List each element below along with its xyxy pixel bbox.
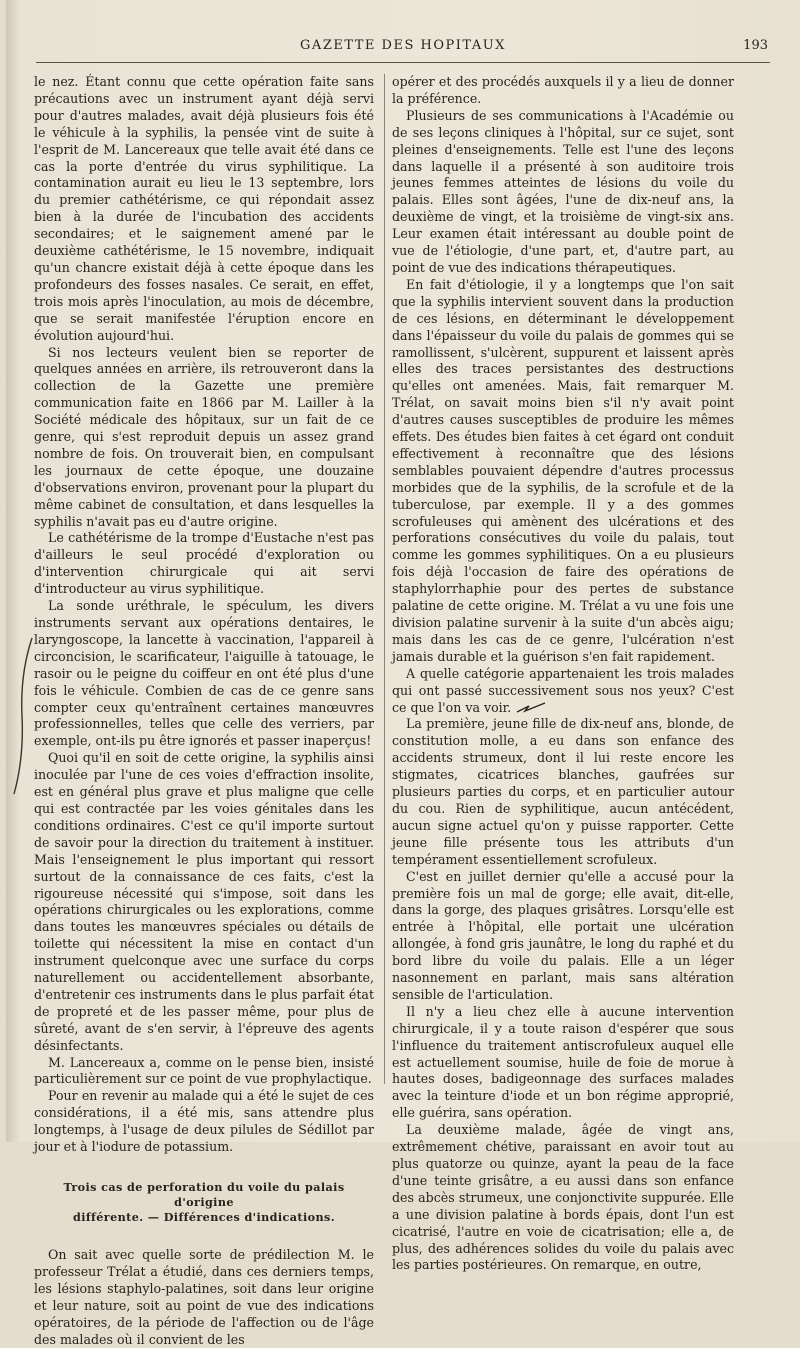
paragraph: C'est en juillet dernier qu'elle a accusé pour la première fois un mal de gorge; elle avait, dit-elle, dans la gorge, des plaques grisâtres. Lorsqu'elle est entrée à l'hôpital, elle portait une ulcération allongée, à fond gris jaunâtre, le long du raphé et du bord libre du voile du palais. Elle a un léger nasonnement en parlant, mais sans altération sensible de l'articulation.	[392, 868, 734, 1002]
paragraph: opérer et des procédés auxquels il y a lieu de donner la préférence.	[392, 74, 734, 106]
paragraph: Quoi qu'il en soit de cette origine, la syphilis ainsi inoculée par l'une de ces voies d'effraction insolite, est en général plus grave et plus maligne que celle qui est contractée par les voies génitales dans les conditions ordinaires. C'est ce qu'il importe surtout de savoir pour la direction du traitement à instituer. Mais l'enseignement le plus important qui ressort surtout de la connaissance de ces faits, c'est la rigoureuse nécessité qui s'impose, soit dans les opérations chirurgicales ou les explorations, comme dans toutes les manœuvres spéciales ou détails de toilette qui nécessitent la mise en contact d'un instrument quelconque avec une surface du corps naturellement ou accidentellement absorbante, d'entretenir ces instruments dans le plus parfait état de propreté et de les passer même, pour plus de sûreté, avant de s'en servir, à l'épreuve des agents désinfectants.	[34, 750, 374, 1053]
paragraph: Si nos lecteurs veulent bien se reporter de quelques années en arrière, ils retrouveront dans la collection de la Gazette une première communication faite en 1866 par M. Lailler à la Société médicale des hôpitaux, sur un fait de ce genre, qui s'est reproduit depuis un assez grand nombre de fois. On trouverait bien, en compulsant les journaux de cette époque, une douzaine d'observations environ, provenant pour la plupart du même cabinet de consultation, et dans lesquelles la syphilis n'avait pas eu d'autre origine.	[34, 344, 374, 529]
paragraph-text: A quelle catégorie appartenaient les trois malades qui ont passé successivement sous nos yeux? C'est ce que l'on va voir.	[392, 665, 734, 715]
paragraph	[392, 666, 734, 717]
paragraph: Plusieurs de ses communications à l'Académie ou de ses leçons cliniques à l'hôpital, sur ce sujet, sont pleines d'enseignements. Telle est l'une des leçons dans laquelle il a présenté à son auditoire trois jeunes femmes atteintes de lésions du voile du palais. Elles sont âgées, l'une de dix-neuf ans, la deuxième de vingt, et la troisième de vingt-six ans. Leur examen était intéressant au double point de vue de l'étiologie, d'une part, et, d'autre part, au point de vue des indications thérapeutiques.	[392, 107, 734, 275]
right-column	[392, 74, 734, 1274]
paragraph: M. Lancereaux a, comme on le pense bien, insisté particulièrement sur ce point de vue prophylactique.	[34, 1054, 374, 1087]
paragraph: On sait avec quelle sorte de prédilection M. le professeur Trélat a étudié, dans ces derniers temps, les lésions staphylo-palatines, soit dans leur origine et leur nature, soit au point de vue des indications opératoires, de la période de l'affection ou de l'âge des malades où il convient de les	[34, 1247, 374, 1347]
page-number: 193	[743, 38, 768, 53]
paragraph: La deuxième malade, âgée de vingt ans, extrêmement chétive, paraissant en avoir tout au plus quatorze ou quinze, ayant la peau de la face d'une teinte grisâtre, a eu aussi dans son enfance des abcès strumeux, une conjonctivite suppurée. Elle a une division palatine à bords épais, dont l'un est cicatrisé, l'autre en voie de cicatrisation; elle a, de plus, des adhérences solides du voile du palais avec les parties postérieures. On remarque, en outre,	[392, 1122, 734, 1273]
paragraph: le nez. Étant connu que cette opération faite sans précautions avec un instrument ayant déjà servi pour d'autres malades, avait déjà plusieurs fois été le véhicule à la syphilis, la pensée vint de suite à l'esprit de M. Lancereaux que telle avait été dans ce cas la porte d'entrée du virus syphilitique. La contamination aurait eu lieu le 13 septembre, lors du premier cathétérisme, ce qui répondait assez bien à la durée de l'incubation des accidents secondaires; et le saignement amené par le deuxième cathétérisme, le 15 novembre, indiquait qu'un chancre existait déjà à cette époque dans les profondeurs des fosses nasales. Ce serait, en effet, trois mois après l'inoculation, au mois de décembre, que se serait manifestée l'éruption encore en évolution aujourd'hui.	[34, 74, 374, 343]
journal-title: GAZETTE DES HOPITAUX	[300, 38, 506, 53]
paragraph: La première, jeune fille de dix-neuf ans, blonde, de constitution molle, a eu dans son enfance des accidents strumeux, dont il lui reste encore les stigmates, cicatrices blanches, gaufrées sur plusieurs parties du corps, et en particulier autour du cou. Rien de syphilitique, aucun antécédent, aucun signe actuel qu'on y puisse rapporter. Cette jeune fille présente tous les attributs d'un tempérament essentiellement scrofuleux.	[392, 716, 734, 867]
section-heading-line: Trois cas de perforation du voile du palais d'origine	[63, 1180, 345, 1209]
left-column	[34, 74, 374, 1348]
pencil-check-mark	[515, 702, 549, 714]
paragraph: La sonde uréthrale, le spéculum, les divers instruments servant aux opérations dentaires, le laryngoscope, la lancette à vaccination, l'appareil à circoncision, le scarificateur, l'aiguille à tatouage, le rasoir ou le peigne du coiffeur en ont été plus d'une fois le véhicule. Combien de cas de ce genre sans compter ceux qu'entraînent certaines manœuvres professionnelles, telles que celle des verriers, par exemple, ont-ils pu être ignorés et passer inaperçus!	[34, 598, 374, 749]
header-rule	[36, 62, 770, 63]
paragraph: En fait d'étiologie, il y a longtemps que l'on sait que la syphilis intervient souvent dans la production de ces lésions, en déterminant le développement dans l'épaisseur du voile du palais de gommes qui se ramollissent, s'ulcèrent, suppurent et laissent après elles des traces persistantes des destructions qu'elles ont amenées. Mais, fait remarquer M. Trélat, on savait moins bien s'il n'y avait point d'autres causes susceptibles de produire les mêmes effets. Des études bien faites à cet égard ont conduit effectivement à reconnaître que des lésions semblables pouvaient dépendre d'autres processus morbides que de la syphilis, de la scrofule et de la tuberculose, par exemple. Il y a des gommes scrofuleuses qui amènent des ulcérations et des perforations consécutives du voile du palais, tout comme les gommes syphilitiques. On a eu plusieurs fois déjà l'occasion de faire des opérations de staphylorrhaphie pour des pertes de substance palatine de cette origine. M. Trélat a vu une fois une division palatine survenir à la suite d'un abcès aigu; mais dans les cas de ce genre, l'ulcération n'est jamais durable et la guérison s'en fait rapidement.	[392, 276, 734, 664]
section-heading	[34, 1180, 374, 1225]
section-heading-line: différente. — Différences d'indications.	[72, 1210, 336, 1224]
column-divider	[384, 74, 385, 1084]
pencil-bracket-mark	[6, 634, 36, 798]
paragraph: Il n'y a lieu chez elle à aucune intervention chirurgicale, il y a toute raison d'espérer que sous l'influence du traitement antiscrofuleux auquel elle est actuellement soumise, huile de foie de morue à hautes doses, badigeonnage des surfaces malades avec la teinture d'iode et un bon régime approprié, elle guérira, sans opération.	[392, 1003, 734, 1121]
newspaper-page	[6, 0, 800, 1347]
paragraph: Le cathétérisme de la trompe d'Eustache n'est pas d'ailleurs le seul procédé d'exploration ou d'intervention chirurgicale qui ait servi d'introducteur au virus syphilitique.	[34, 530, 374, 597]
running-header	[36, 36, 770, 58]
paragraph: Pour en revenir au malade qui a été le sujet de ces considérations, il a été mis, sans attendre plus longtemps, à l'usage de deux pilules de Sédillot par jour et à l'iodure de potassium.	[34, 1088, 374, 1155]
